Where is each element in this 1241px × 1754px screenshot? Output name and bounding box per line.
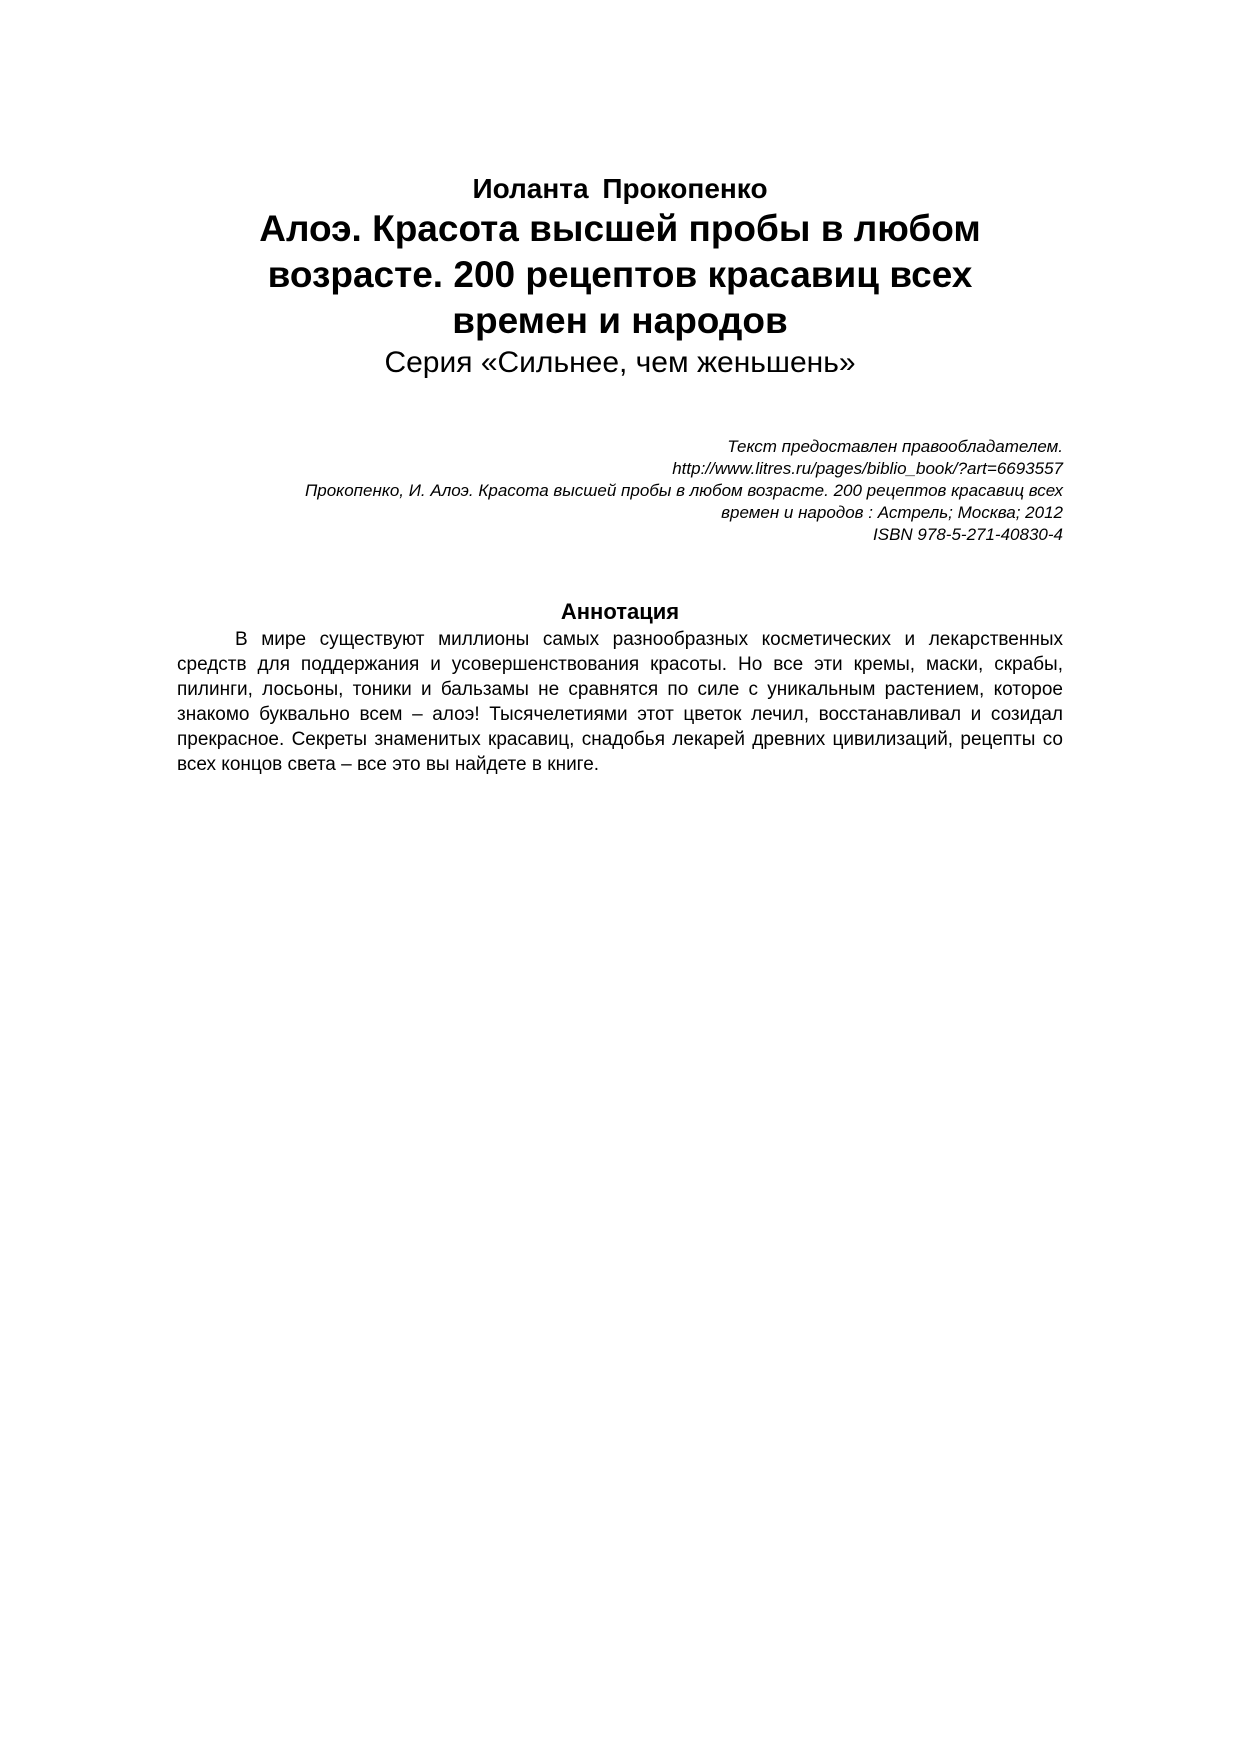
- citation-line-2: времен и народов : Астрель; Москва; 2012: [721, 503, 1063, 522]
- source-url[interactable]: http://www.litres.ru/pages/biblio_book/?art=6693557: [672, 459, 1063, 478]
- annotation-text: В мире существуют миллионы самых разнообразных косметических и лекарственных средств для поддержания и усовершенствования красоты. Но все эти кремы, маски, скрабы, пилинги, лосьоны, тоники и бальзамы не сравнятся по силе с уникальным растением, которое знакомо буквально всем – алоэ! Тысячелетиями этот цветок лечил, восстанавливал и созидал прекрасное. Секреты знаменитых красавиц, снадобья лекарей древних цивилизаций, рецепты со всех концов света – все это вы найдете в книге.: [177, 629, 1063, 775]
- book-title: Алоэ. Красота высшей пробы в любом возрасте. 200 рецептов красавиц всех времен и народов: [259, 208, 981, 341]
- title-block: [177, 172, 1063, 382]
- publication-meta: [177, 436, 1063, 546]
- author-name: Иоланта Прокопенко: [472, 173, 768, 204]
- annotation-heading: Аннотация: [560, 599, 680, 624]
- provided-by-text: Текст предоставлен правообладателем.: [727, 437, 1063, 456]
- citation-line-1: Прокопенко, И. Алоэ. Красота высшей пробы в любом возрасте. 200 рецептов красавиц всех: [304, 481, 1063, 500]
- annotation-section: [177, 597, 1063, 777]
- series-name: Серия «Сильнее, чем женьшень»: [384, 346, 856, 379]
- isbn: ISBN 978-5-271-40830-4: [873, 525, 1063, 544]
